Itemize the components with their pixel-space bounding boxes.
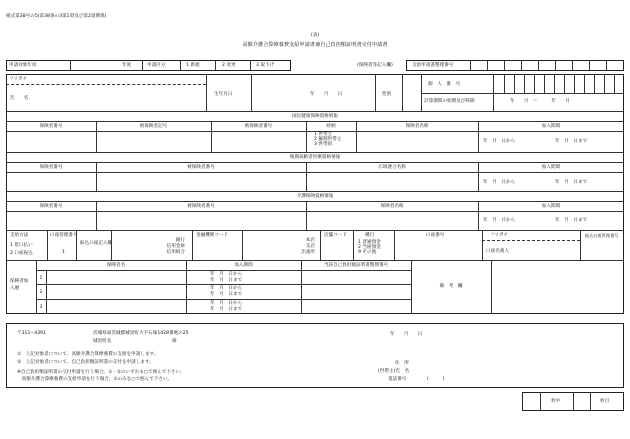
elderly-col-union-name: 広域連合名称 [378,165,406,170]
app-type-label: 申請区分 [147,63,166,68]
applicant-name-label: (世帯主)氏 名 [378,369,410,374]
phone-value[interactable]: ( ) [427,377,445,382]
bank-label-bank: 銀行 [175,238,185,243]
payment-transfer[interactable]: 2 口座振込 [10,251,33,256]
personal-no-label: 個 人 番 号 [428,82,461,87]
member-row2-from[interactable]: 年 月 日から [210,286,243,291]
birthdate-label: 生年月日 [214,92,233,97]
nhi-period-from[interactable]: 年 月 日から [483,139,516,144]
elderly-period-from[interactable]: 年 月 日から [483,180,516,185]
note-1: ※自己負担額証明書の交付申請を行う場合、①・②のいずれも○で囲んで下さい。 [17,370,185,375]
account-type-other[interactable]: 9 その他 [358,250,377,255]
member-row-3: 3 [39,305,43,310]
branch-label-branch: 支店 [305,244,315,249]
member-col-insurer: 保険者名 [106,263,126,268]
elderly-col-period: 加入期間 [541,165,561,170]
relation-member[interactable]: 3 世帯員 [314,142,333,147]
omote-label: (表) [310,33,320,38]
nhi-col-period: 加入期間 [541,124,561,129]
bank-label-shinkin: 信用金庫 [166,244,185,249]
payment-window[interactable]: 1 窓口払い [10,243,33,248]
bank-code-label: 金融機関コード [196,233,229,238]
account-type-current[interactable]: 2 当座預金 [358,245,381,250]
nhi-section-title: 国民健康保険資格情報 [292,114,338,119]
statement-1[interactable]: ① 上記対象者について、高額介護合算療養費の支給を申請します。 [17,352,159,357]
elderly-col-insurer-no: 保険者番号 [39,165,63,170]
window-mgmt-value: 1 [62,250,65,255]
member-row1-to[interactable]: 年 月 日まで [210,278,243,283]
office-address: 茨城県東茨城郡城里町大字石塚1428番地の25 [93,331,189,336]
mayor-sama: 様 [172,339,177,344]
member-row3-from[interactable]: 年 月 日から [210,301,243,306]
period-label: 計算期間の始期及び終期 [424,99,475,104]
care-section-title: 介護保険資格情報 [296,194,334,199]
member-col-cert-no: 当該自己負担額証明書整理番号 [323,263,389,268]
app-type-withdraw[interactable]: 3 取下げ [256,63,275,68]
account-no-label: 口座番号 [426,233,445,238]
insurer-fill-label: (保険者等記入欄) [357,63,393,68]
window-mgmt-label: 口座管理番号 [50,233,78,238]
sex-label: 性別 [382,92,392,97]
birthdate-value[interactable]: 年 月 日 [310,92,343,97]
nhi-col-relation: 続柄 [326,124,336,129]
receipt-no-label: 支給申請書整理番号 [412,63,454,68]
care-period-from[interactable]: 年 月 日から [483,218,516,223]
relation-quasi-head[interactable]: 2 擬制世帯主 [314,137,342,142]
fiscal-year-label: 申請対象年度 [9,63,37,68]
phone-label: 電話番号 [388,377,407,382]
fiscal-year-suffix: 年度 [122,63,132,68]
care-col-insurer-no: 保険者番号 [39,204,63,209]
statement-2[interactable]: ② 上記対象者について、自己負担額証明書の交付を申請します。 [17,360,154,365]
care-col-insurer-name: 保険者名称 [380,204,404,209]
remarks-label: 備 考 欄 [439,284,463,289]
bank-label-kumiai: 信用組合 [166,250,185,255]
form-code: 様式第38号の5(第38条の3第1項及び第2項関係) [6,14,107,19]
period-value[interactable]: 年 月 〜 年 月 [510,99,570,104]
elderly-period-to[interactable]: 年 月 日まで [555,180,588,185]
account-type-label: 種目 [365,233,375,238]
nhi-col-insured-no: 被保険者番号 [244,124,273,129]
elderly-col-insured-no: 被保険者番号 [187,165,215,170]
address-label: 住 所 [395,361,409,366]
nhi-period-to[interactable]: 年 月 日まで [555,139,588,144]
member-row2-to[interactable]: 年 月 日まで [210,292,243,297]
relation-head[interactable]: 1 世帯主 [314,132,333,137]
elderly-section-title: 後期高齢者医療資格情報 [289,155,341,160]
transfer-fill-label: 振込口座記入欄 [80,241,113,246]
app-type-new[interactable]: 1 新規 [186,63,200,68]
application-date[interactable]: 年 月 日 [390,332,423,337]
branch-label-office: 出張所 [301,250,315,255]
member-row1-from[interactable]: 年 月 日から [210,272,243,277]
member-history-label: 保険者加入歴 [10,279,29,291]
nhi-col-insurer-name: 保険者名称 [405,124,429,129]
branch-code-label: 店舗コード [324,233,347,238]
account-type-ordinary[interactable]: 1 普通預金 [358,240,381,245]
name-label: 氏 名 [10,96,29,101]
mayor-label: 城里町長 [93,339,112,344]
transfer-mgmt-label: 振込口座管理番号 [585,233,619,238]
member-col-period: 加入期間 [234,263,253,268]
furigana-label: フリガナ [9,77,28,82]
holder-furigana-label: フリガナ [490,233,509,238]
member-row-1: 1 [39,276,43,281]
care-period-to[interactable]: 年 月 日まで [555,218,588,223]
care-col-period: 加入期間 [541,204,561,209]
care-col-insured-no: 被保険者番号 [187,204,215,209]
member-row-2: 2 [39,290,43,295]
form-title: 高額介護合算療養費支給申請書兼自己負担額証明書交付申請書 [242,42,388,48]
branch-label-main: 本店 [305,238,315,243]
note-2: 高額介護合算療養費の支給申請を行う場合、①のみを○で囲んで下さい。 [17,377,173,382]
member-row3-to[interactable]: 年 月 日まで [210,307,243,312]
holder-label: 口座名義人 [486,249,509,254]
nhi-col-insurer-no: 保険者番号 [39,124,63,129]
app-type-change[interactable]: 2 変更 [222,63,236,68]
page-current-label: 枚目 [600,399,610,404]
postal-code: 〒311−4391 [17,331,46,336]
page-total-label: 枚中 [551,399,561,404]
nhi-col-symbol: 被保険者記号 [139,124,168,129]
payment-method-label: 支給方法 [10,233,29,238]
